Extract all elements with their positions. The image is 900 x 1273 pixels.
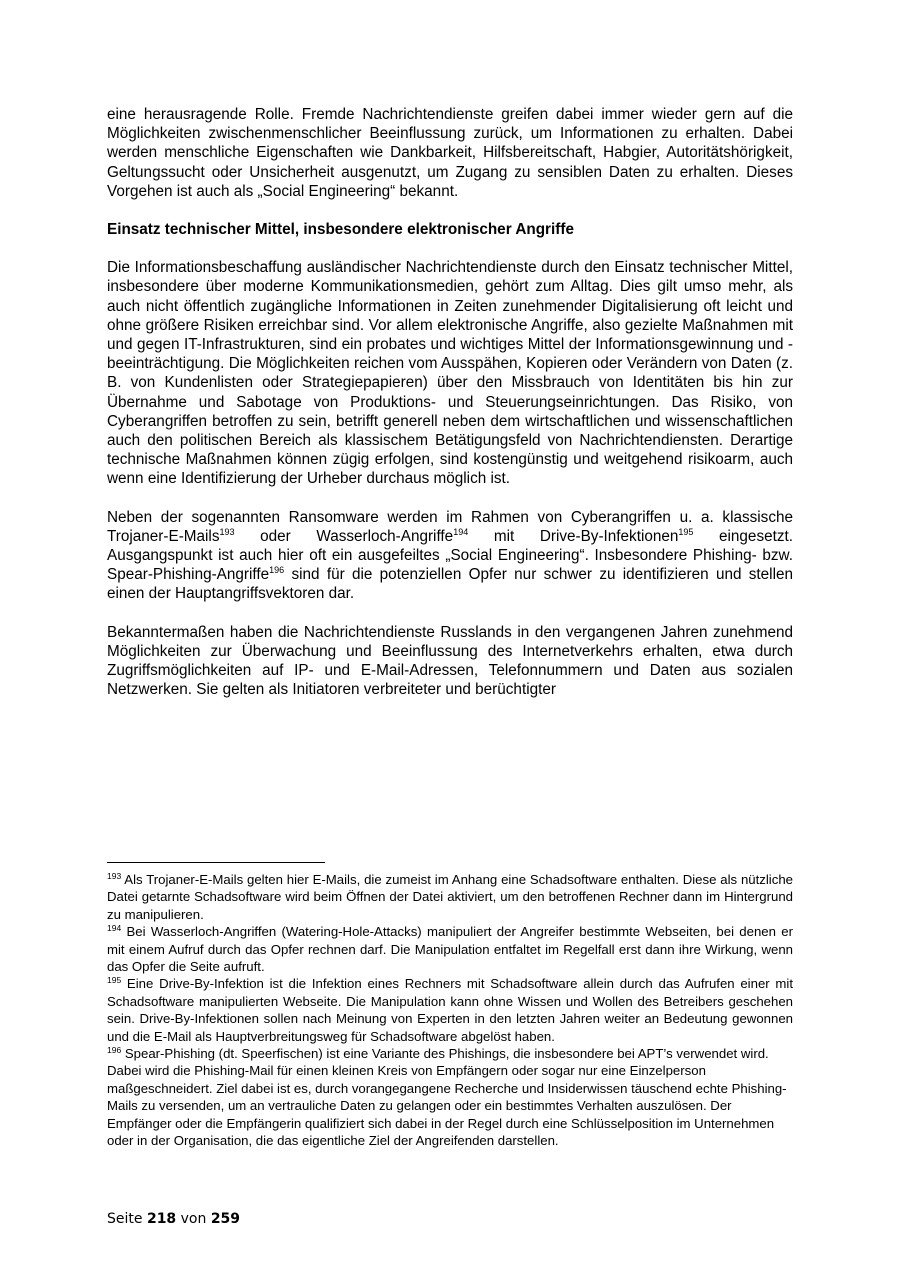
footnote-195: $^{195}$ Eine Drive-By-Infektion ist die Infektion eines Rechners mit Schadsoftware allein durch das Aufrufen einer mit Schadsoftware manipulierten Webseite. Die Manipulation kann ohne Wissen und Wollen des Betreibers geschehen sein. Drive-By-Infektionen sollen nach Meinung von Experten in den letzten Jahren weiter an Bedeutung gewonnen und die E-Mail als Hauptverbreitungsweg für Schadsoftware abgelöst haben. <box>107 975 793 1044</box>
footnote-193: $^{193}$ Als Trojaner-E-Mails gelten hier E-Mails, die zumeist im Anhang eine Schadsoftware enthalten. Diese als nützliche Datei getarnte Schadsoftware wird beim Öffnen der Datei aktiviert, um den betroffenen Rechner dann im Hintergrund zu manipulieren. <box>107 871 793 922</box>
footnotes <box>107 871 793 1150</box>
footnote-194: $^{194}$ Bei Wasserloch-Angriffen (Watering-Hole-Attacks) manipuliert der Angreifer bestimmte Webseiten, bei denen er mit einem Aufruf durch das Opfer rechnen darf. Die Manipulation entfaltet im Regelfall erst dann ihre Wirkung, wenn das Opfer die Seite aufruft. <box>107 923 793 975</box>
footnote-ref-196[interactable]: 196 <box>269 565 285 576</box>
footnote-ref-193[interactable]: 193 <box>219 526 235 537</box>
page-number: Seite 218 von 259 <box>107 1211 241 1227</box>
paragraph-russia: Bekanntermaßen haben die Nachrichtendienste Russlands in den vergangenen Jahren zunehmend Möglichkeiten zur Überwachung und Beeinflussung des Internetverkehrs erhalten, etwa durch Zugriffsmöglichkeiten auf IP- und E-Mail-Adressen, Telefonnummern und Daten aus sozialen Netzwerken. Sie gelten als Initiatoren verbreiteter und berüchtigter <box>107 623 793 699</box>
paragraph-social-engineering: eine herausragende Rolle. Fremde Nachrichtendienste greifen dabei immer wieder gern auf die Möglichkeiten zwischenmenschlicher Beeinflussung zurück, um Informationen zu erhalten. Dabei werden menschliche Eigenschaften wie Dankbarkeit, Hilfsbereitschaft, Habgier, Autoritätshörigkeit, Geltungssucht oder Unsicherheit ausgenutzt, um Zugang zu sensiblen Daten zu erhalten. Dieses Vorgehen ist auch als „Social Engineering“ bekannt. <box>107 106 793 200</box>
footnote-separator <box>107 862 325 863</box>
footnote-196: $^{196}$ Spear-Phishing (dt. Speerfischen) ist eine Variante des Phishings, die insbesondere bei APT’s verwendet wird. Dabei wird die Phishing-Mail für einen kleinen Kreis von Empfängern oder sogar nur eine Einzelperson maßgeschneidert. Ziel dabei ist es, durch vorangegangene Recherche und Insiderwissen täuschend echte Phishing-Mails zu versenden, um an vertrauliche Daten zu gelangen oder ein bestimmtes Verhalten auszulösen. Der Empfänger oder die Empfängerin qualifiziert sich dabei in der Regel durch eine Schlüsselposition im Unternehmen oder in der Organisation, die das eigentliche Ziel der Angreifenden darstellen. <box>107 1045 787 1149</box>
footnote-ref-194[interactable]: 194 <box>453 526 469 537</box>
footnote-ref-195[interactable]: 195 <box>678 526 694 537</box>
page-body <box>107 105 793 699</box>
section-heading: Einsatz technischer Mittel, insbesondere elektronischer Angriffe <box>107 221 574 239</box>
paragraph-cyberattacks: Neben der sogenannten Ransomware werden im Rahmen von Cyberangriffen u. a. klassische Trojaner-E-Mails$^{193}$ oder Wasserloch-Angriffe$^{194}$ mit Drive-By-Infektionen$^{195}$ eingesetzt. Ausgangspunkt ist auch hier oft ein ausgefeiltes „Social Engineering“. Insbesondere Phishing- bzw. Spear-Phishing-Angriffe$^{196}$ sind für die potenziellen Opfer nur schwer zu identifizieren und stellen einen der Hauptangriffsvektoren dar. <box>107 508 793 603</box>
paragraph-technical-means: Die Informationsbeschaffung ausländischer Nachrichtendienste durch den Einsatz technischer Mittel, insbesondere über moderne Kommunikationsmedien, gehört zum Alltag. Dies gilt umso mehr, als auch nicht öffentlich zugängliche Informationen in Zeiten zunehmender Digitalisierung oft leicht und ohne größere Risiken erreichbar sind. Vor allem elektronische Angriffe, also gezielte Maßnahmen mit und gegen IT-Infrastrukturen, sind ein probates und wichtiges Mittel der Informationsgewinnung und -beeinträchtigung. Die Möglichkeiten reichen vom Ausspähen, Kopieren oder Verändern von Daten (z. B. von Kundenlisten oder Strategiepapieren) über den Missbrauch von Identitäten bis hin zur Übernahme und Sabotage von Produktions- und Steuerungseinrichtungen. Das Risiko, von Cyberangriffen betroffen zu sein, betrifft generell neben dem wirtschaftlichen und wissenschaftlichen auch den politischen Bereich als klassischem Betätigungsfeld von Nachrichtendiensten. Derartige technische Maßnahmen können zügig erfolgen, sind kostengünstig und weitgehend risikoarm, auch wenn eine Identifizierung der Urheber durchaus möglich ist. <box>107 259 793 488</box>
